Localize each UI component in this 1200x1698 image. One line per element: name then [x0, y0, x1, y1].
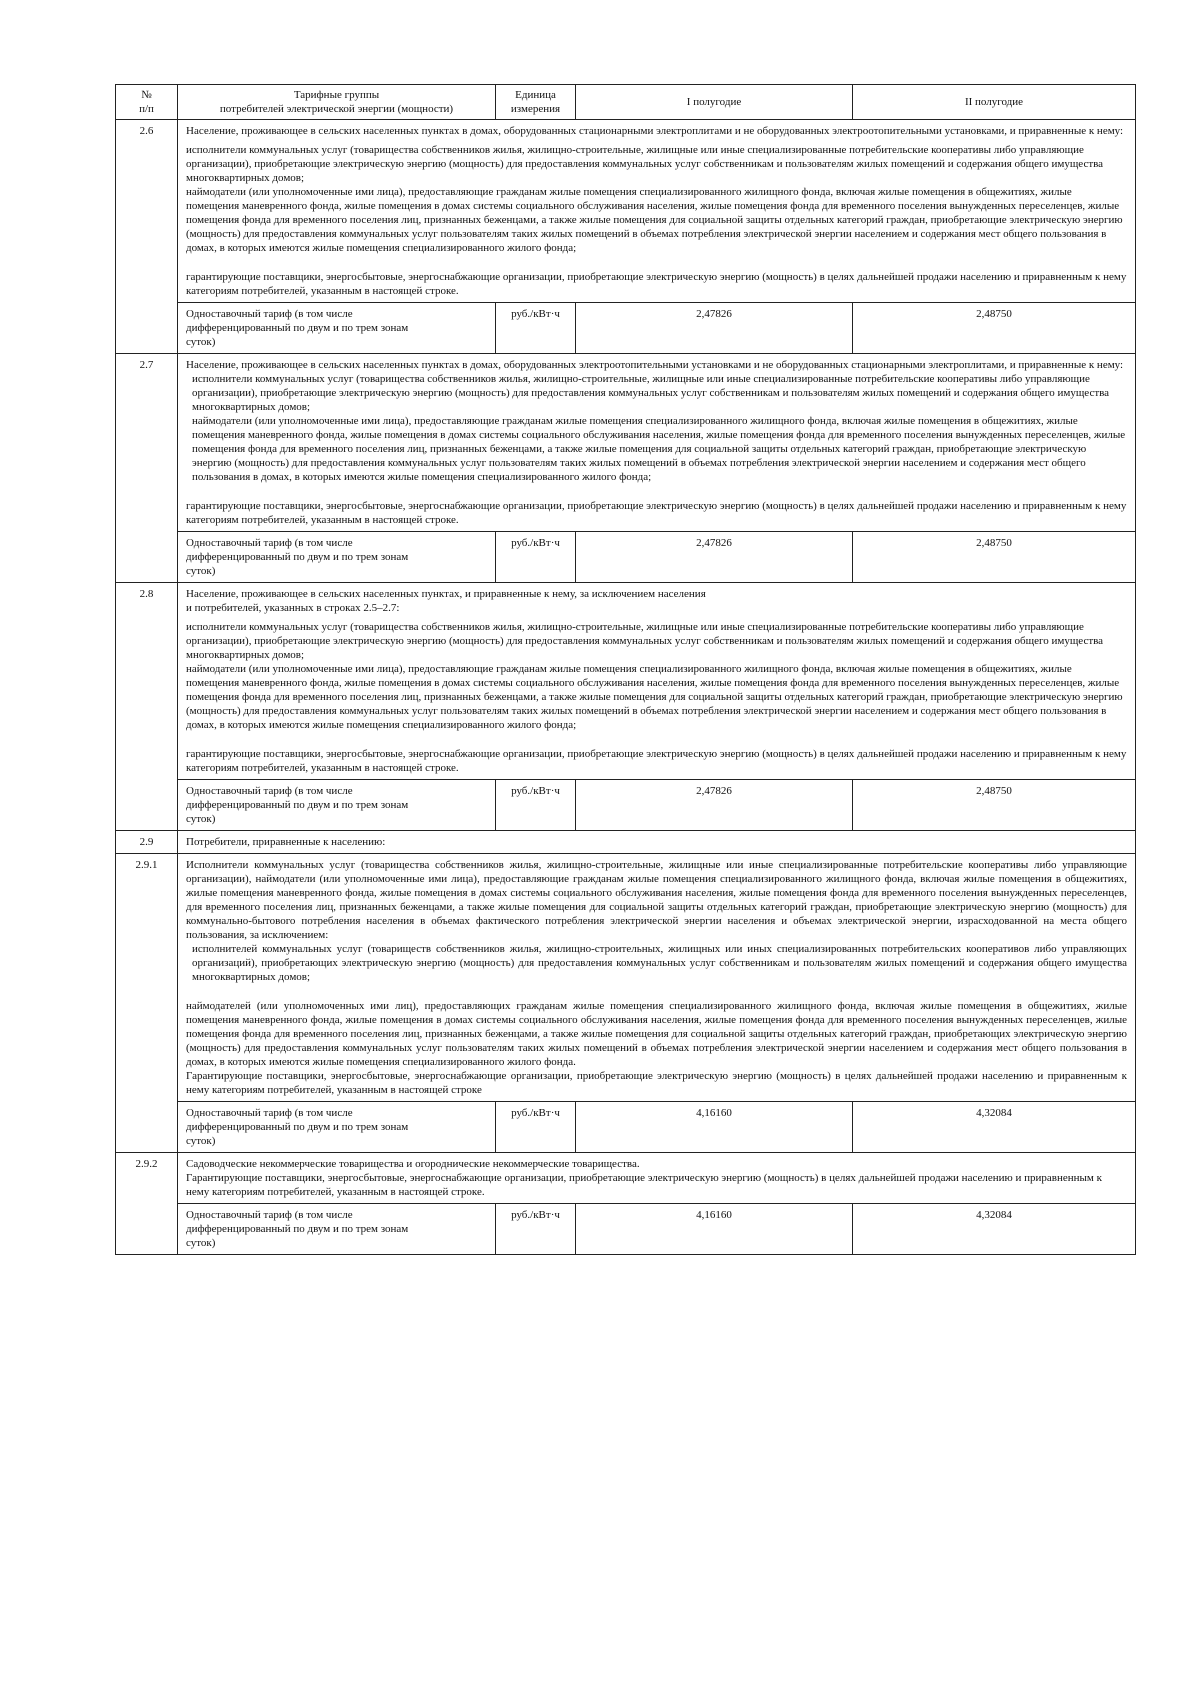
- tariff-name: Одноставочный тариф (в том числе дифференцированный по двум и по трем зонам суток): [178, 532, 496, 583]
- tariff-name: Одноставочный тариф (в том числе дифференцированный по двум и по трем зонам суток): [178, 780, 496, 831]
- row-description: [178, 854, 1136, 1102]
- row-paragraph: гарантирующие поставщики, энергосбытовые, энергоснабжающие организации, приобретающие электрическую энергию (мощность) в целях дальнейшей продажи населению и приравненным к нему категориям потребителей, указанным в настоящей строке.: [186, 271, 1127, 297]
- table-row: [116, 1153, 1136, 1204]
- table-row: [116, 583, 1136, 780]
- tariff-value-row: [116, 532, 1136, 583]
- table-row: [116, 120, 1136, 303]
- row-paragraph: гарантирующие поставщики, энергосбытовые, энергоснабжающие организации, приобретающие электрическую энергию (мощность) в целях дальнейшей продажи населению и приравненным к нему категориям потребителей, указанным в настоящей строке.: [186, 500, 1127, 526]
- value-half-1: 2,47826: [576, 303, 853, 354]
- row-paragraph: исполнителей коммунальных услуг (товариществ собственников жилья, жилищно-строительных, жилищных или иных специализированных потребительских кооперативов либо управляющих организаций), приобретающих электрическую энергию (мощность) для предоставления коммунальных услуг собственникам и пользователям жилых помещений и содержания общего имущества многоквартирных домов;: [192, 943, 1127, 983]
- row-number: 2.7: [116, 354, 178, 583]
- table-row: [116, 354, 1136, 532]
- tariff-value-row: [116, 1204, 1136, 1255]
- row-paragraph: Население, проживающее в сельских населенных пунктах в домах, оборудованных стационарными электроплитами и не оборудованных электроотопительными установками, и приравненные к нему:: [186, 125, 1124, 137]
- row-paragraph: наймодателей (или уполномоченных ими лиц), предоставляющих гражданам жилые помещения специализированного жилищного фонда, включая жилые помещения в общежитиях, жилые помещения маневренного фонда, жилые помещения в домах системы социального обслуживания населения, жилые помещения фонда для временного поселения вынужденных переселенцев, жилые помещения фонда для временного поселения лиц, признанных беженцами, а также жилые помещения для социальной защиты отдельных категорий граждан, приобретающих электрическую энергию (мощность) для предоставления коммунальных услуг пользователям таких жилых помещений в объемах потребления электрической энергии населением и содержания мест общего пользования в домах, в которых имеются жилые помещения специализированного жилого фонда.: [186, 1000, 1127, 1068]
- tariff-unit: руб./кВт·ч: [496, 780, 576, 831]
- value-half-2: 4,32084: [853, 1204, 1136, 1255]
- row-paragraph: исполнители коммунальных услуг (товарищества собственников жилья, жилищно-строительные, жилищные или иные специализированные потребительские кооперативы либо управляющие организации), приобретающие электрическую энергию (мощность) для предоставления коммунальных услуг собственникам и пользователям жилых помещений и содержания общего имущества многоквартирных домов;: [192, 373, 1110, 413]
- row-paragraph: наймодатели (или уполномоченные ими лица), предоставляющие гражданам жилые помещения специализированного жилищного фонда, включая жилые помещения в общежитиях, жилые помещения маневренного фонда, жилые помещения в домах системы социального обслуживания населения, жилые помещения фонда для временного поселения вынужденных переселенцев, жилые помещения фонда для временного поселения лиц, признанных беженцами, а также жилые помещения для социальной защиты отдельных категорий граждан, приобретающие электрическую энергию (мощность) для предоставления коммунальных услуг пользователям таких жилых помещений в объемах потребления электрической энергии населением и содержания мест общего пользования в домах, в которых имеются жилые помещения специализированного жилого фонда;: [186, 663, 1123, 731]
- row-description: [178, 354, 1136, 532]
- header-unit: Единица измерения: [496, 85, 576, 120]
- row-paragraph: гарантирующие поставщики, энергосбытовые, энергоснабжающие организации, приобретающие электрическую энергию (мощность) в целях дальнейшей продажи населению и приравненным к нему категориям потребителей, указанным в настоящей строке.: [186, 748, 1127, 774]
- row-paragraph: наймодатели (или уполномоченные ими лица), предоставляющие гражданам жилые помещения специализированного жилищного фонда, включая жилые помещения в общежитиях, жилые помещения маневренного фонда, жилые помещения в домах системы социального обслуживания населения, жилые помещения фонда для временного поселения вынужденных переселенцев, жилые помещения фонда для временного поселения лиц, признанных беженцами, а также жилые помещения для социальной защиты отдельных категорий граждан, приобретающие электрическую энергию (мощность) для предоставления коммунальных услуг пользователям таких жилых помещений в объемах потребления электрической энергии населением и содержания мест общего пользования в домах, в которых имеются жилые помещения специализированного жилого фонда;: [192, 415, 1126, 483]
- value-half-1: 4,16160: [576, 1204, 853, 1255]
- row-description: [178, 120, 1136, 303]
- tariff-unit: руб./кВт·ч: [496, 1102, 576, 1153]
- tariff-table: [115, 84, 1136, 1255]
- value-half-1: 4,16160: [576, 1102, 853, 1153]
- tariff-name: Одноставочный тариф (в том числе дифференцированный по двум и по трем зонам суток): [178, 1102, 496, 1153]
- tariff-unit: руб./кВт·ч: [496, 532, 576, 583]
- tariff-value-row: [116, 303, 1136, 354]
- tariff-unit: руб./кВт·ч: [496, 303, 576, 354]
- tariff-unit: руб./кВт·ч: [496, 1204, 576, 1255]
- value-half-1: 2,47826: [576, 532, 853, 583]
- value-half-2: 2,48750: [853, 303, 1136, 354]
- row-number: 2.8: [116, 583, 178, 831]
- header-half-1: I полугодие: [576, 85, 853, 120]
- header-num: № п/п: [116, 85, 178, 120]
- tariff-name: Одноставочный тариф (в том числе дифференцированный по двум и по трем зонам суток): [178, 303, 496, 354]
- table-row: [116, 831, 1136, 854]
- row-title: Потребители, приравненные к населению:: [186, 836, 386, 848]
- row-description: [178, 583, 1136, 780]
- row-paragraph: исполнители коммунальных услуг (товарищества собственников жилья, жилищно-строительные, жилищные или иные специализированные потребительские кооперативы либо управляющие организации), приобретающие электрическую энергию (мощность) для предоставления коммунальных услуг собственникам и пользователям жилых помещений и содержания общего имущества многоквартирных домов;: [186, 144, 1104, 184]
- tariff-value-row: [116, 1102, 1136, 1153]
- value-half-2: 2,48750: [853, 532, 1136, 583]
- tariff-page: [115, 84, 1135, 1255]
- row-paragraph: Население, проживающее в сельских населенных пунктах, и приравненные к нему, за исключением населения и потребителей, указанных в строках 2.5–2.7:: [186, 588, 706, 614]
- row-number: 2.9: [116, 831, 178, 854]
- row-paragraph: Население, проживающее в сельских населенных пунктах в домах, оборудованных электроотопительными установками и не оборудованных стационарными электроплитами, и приравненные к нему:: [186, 359, 1124, 371]
- row-paragraph: Садоводческие некоммерческие товарищества и огороднические некоммерческие товарищества.: [186, 1158, 640, 1170]
- row-paragraph: Гарантирующие поставщики, энергосбытовые, энергоснабжающие организации, приобретающие электрическую энергию (мощность) в целях дальнейшей продажи населению и приравненным к нему категориям потребителей, указанным в настоящей строке: [186, 1070, 1127, 1096]
- row-paragraph: наймодатели (или уполномоченные ими лица), предоставляющие гражданам жилые помещения специализированного жилищного фонда, включая жилые помещения в общежитиях, жилые помещения маневренного фонда, жилые помещения в домах системы социального обслуживания населения, жилые помещения фонда для временного поселения вынужденных переселенцев, жилые помещения фонда для временного поселения лиц, признанных беженцами, а также жилые помещения для социальной защиты отдельных категорий граждан, приобретающие электрическую энергию (мощность) для предоставления коммунальных услуг пользователям таких жилых помещений в объемах потребления электрической энергии населением и содержания мест общего пользования в домах, в которых имеются жилые помещения специализированного жилого фонда;: [186, 186, 1123, 254]
- row-paragraph: Исполнители коммунальных услуг (товарищества собственников жилья, жилищно-строительные, жилищные или иные специализированные потребительские кооперативы либо управляющие организации), наймодатели (или уполномоченные ими лица), предоставляющие гражданам жилые помещения специализированного жилищного фонда, включая жилые помещения в общежитиях, жилые помещения маневренного фонда, жилые помещения в домах системы социального обслуживания населения, жилые помещения фонда для временного поселения вынужденных переселенцев, для временного поселения лиц, признанных беженцами, а также жилые помещения для социальной защиты отдельных категорий граждан, приобретающие электрическую энергию (мощность) для коммунально-бытового потребления населения в объемах фактического потребления электрической энергии населения и объемах электрической энергии, израсходованной на места общего пользования, за исключением:: [186, 859, 1127, 941]
- tariff-name: Одноставочный тариф (в том числе дифференцированный по двум и по трем зонам суток): [178, 1204, 496, 1255]
- header-half-2: II полугодие: [853, 85, 1136, 120]
- table-header-row: [116, 85, 1136, 120]
- row-number: 2.9.1: [116, 854, 178, 1153]
- row-paragraph: Гарантирующие поставщики, энергосбытовые, энергоснабжающие организации, приобретающие электрическую энергию (мощность) в целях дальнейшей продажи населению и приравненным к нему категориям потребителей, указанным в настоящей строке.: [186, 1172, 1102, 1198]
- value-half-2: 2,48750: [853, 780, 1136, 831]
- row-number: 2.9.2: [116, 1153, 178, 1255]
- row-description: [178, 1153, 1136, 1204]
- row-paragraph: исполнители коммунальных услуг (товарищества собственников жилья, жилищно-строительные, жилищные или иные специализированные потребительские кооперативы либо управляющие организации), приобретающие электрическую энергию (мощность) для предоставления коммунальных услуг собственникам и пользователям жилых помещений и содержания общего имущества многоквартирных домов;: [186, 621, 1104, 661]
- row-number: 2.6: [116, 120, 178, 354]
- table-row: [116, 854, 1136, 1102]
- value-half-1: 2,47826: [576, 780, 853, 831]
- header-group: Тарифные группы потребителей электрической энергии (мощности): [178, 85, 496, 120]
- value-half-2: 4,32084: [853, 1102, 1136, 1153]
- tariff-value-row: [116, 780, 1136, 831]
- row-description: [178, 831, 1136, 854]
